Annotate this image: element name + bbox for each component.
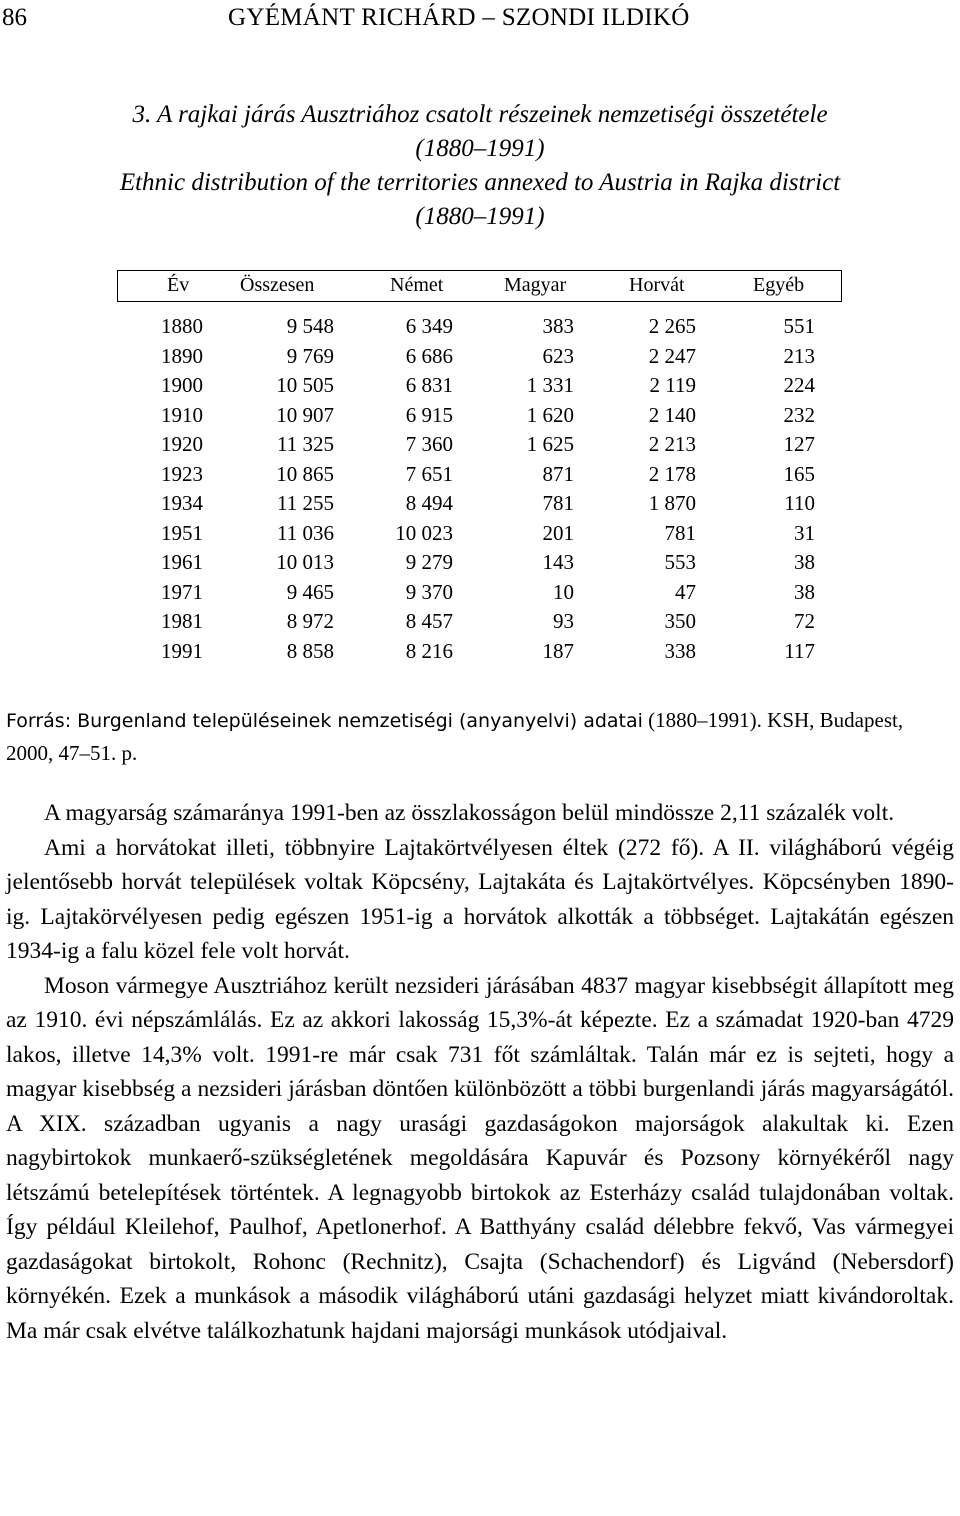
table-cell: 1910 <box>161 402 203 427</box>
table-cell: 1 870 <box>648 491 696 515</box>
table-row <box>0 580 960 609</box>
table-cell: 2 140 <box>648 402 696 427</box>
caption-line-en: Ethnic distribution of the territories annexed to Austria in Rajka district <box>119 169 841 196</box>
table-cell: 8 972 <box>286 609 334 633</box>
table-cell: 1920 <box>161 432 203 456</box>
table-cell: 10 013 <box>276 550 334 574</box>
table-cell: 1971 <box>161 579 203 604</box>
table-cell: 10 <box>553 579 574 604</box>
table-cell: 10 865 <box>276 461 334 486</box>
table-cell: 1923 <box>161 461 203 486</box>
table-row <box>0 521 960 550</box>
table-cell: 1 620 <box>526 402 574 427</box>
table-cell: 9 279 <box>405 550 453 574</box>
table-cell: 72 <box>794 609 815 633</box>
table-cell: 1890 <box>161 343 203 368</box>
source-text: (1880–1991). KSH, Budapest, 2000, 47–51. p. <box>6 708 904 765</box>
table-cell: 11 036 <box>277 520 334 545</box>
table-cell: 9 465 <box>286 579 334 604</box>
table-cell: 871 <box>542 461 574 486</box>
table-cell: 9 769 <box>286 343 334 368</box>
table-row <box>0 403 960 432</box>
table-cell: 11 255 <box>277 491 334 515</box>
table-row <box>0 462 960 491</box>
table-cell: 7 360 <box>405 432 453 456</box>
table-row <box>0 432 960 461</box>
table-cell: 143 <box>542 550 574 574</box>
table-cell: 93 <box>553 609 574 633</box>
table-cell: 38 <box>794 550 815 574</box>
table-row <box>0 314 960 343</box>
table-caption <box>0 98 960 234</box>
table-cell: 350 <box>664 609 696 633</box>
table-cell: 8 457 <box>405 609 453 633</box>
table-cell: 553 <box>664 550 696 574</box>
table-cell: 1 625 <box>526 432 574 456</box>
table-cell: 224 <box>783 373 815 397</box>
column-header-osszesen: Összesen <box>240 274 315 296</box>
table-cell: 623 <box>542 343 574 368</box>
table-cell: 110 <box>784 491 815 515</box>
table-cell: 1 331 <box>526 373 574 397</box>
table-cell: 1951 <box>161 520 203 545</box>
body-text <box>6 796 954 1348</box>
table-cell: 1981 <box>161 609 203 633</box>
table-cell: 127 <box>783 432 815 456</box>
caption-years-en: (1880–1991) <box>415 203 545 230</box>
table-cell: 6 349 <box>405 314 453 338</box>
table-cell: 8 494 <box>405 491 453 515</box>
table-cell: 6 831 <box>405 373 453 397</box>
table-row <box>0 491 960 520</box>
table-cell: 8 858 <box>286 638 334 663</box>
table-cell: 31 <box>794 520 815 545</box>
column-header-ev: Év <box>167 274 190 296</box>
table-cell: 6 686 <box>405 343 453 368</box>
table-cell: 11 325 <box>277 432 334 456</box>
table-cell: 1880 <box>161 314 203 338</box>
table-cell: 38 <box>794 579 815 604</box>
column-header-nemet: Német <box>390 274 444 296</box>
table-cell: 10 505 <box>276 373 334 397</box>
table-cell: 2 265 <box>648 314 696 338</box>
table-cell: 187 <box>542 638 574 663</box>
table-cell: 213 <box>783 343 815 368</box>
table-cell: 7 651 <box>405 461 453 486</box>
page-number: 86 <box>2 4 27 31</box>
table-cell: 201 <box>542 520 574 545</box>
running-title: GYÉMÁNT RICHÁRD – SZONDI ILDIKÓ <box>228 4 690 31</box>
table-cell: 383 <box>542 314 574 338</box>
source-note <box>6 704 954 769</box>
column-header-magyar: Magyar <box>504 274 567 296</box>
table-header <box>117 270 842 302</box>
table-cell: 8 216 <box>405 638 453 663</box>
table-cell: 1934 <box>161 491 203 515</box>
column-header-horvat: Horvát <box>629 274 685 296</box>
table-cell: 232 <box>783 402 815 427</box>
table-cell: 338 <box>664 638 696 663</box>
table-cell: 10 023 <box>395 520 453 545</box>
table-cell: 9 548 <box>286 314 334 338</box>
table-cell: 2 119 <box>649 373 696 397</box>
table-row <box>0 344 960 373</box>
table-cell: 2 213 <box>648 432 696 456</box>
table-cell: 781 <box>664 520 696 545</box>
paragraph: Moson vármegye Ausztriához került nezsideri járásában 4837 magyar kisebbségit állapított meg az 1910. évi népszámlálás. Ez az akkori lakosság 15,3%-át képezte. Ez a számadat 1920-ban 4729 lakos, illetve 14,3% volt. 1991-re már csak 731 főt számláltak. Talán már ez is sejteti, hogy a magyar kisebbség a nezsideri járásban döntően különbözött a többi burgenlandi járás magyarságától. A XIX. században ugyanis a nagy urasági gazdaságokon majorságok alakultak ki. Ezen nagybirtokok munkaerő-szükségletének megoldására Kapuvár és Pozsony környékéről nagy létszámú betelepítések történtek. A legnagyobb birtokok az Esterházy család tulajdonában voltak. Így például Kleilehof, Paulhof, Apetlonerhof. A Batthyány család délebbre fekvő, Vas vármegyei gazdaságokat birtokolt, Rohonc (Rechnitz), Csajta (Schachendorf) és Ligvánd (Nebersdorf) környékén. Ezek a munkások a második világháború utáni gazdasági helyzet miatt kivándoroltak. Ma már csak elvétve találkozhatunk hajdani majorsági munkások utódjaival. <box>6 972 954 1344</box>
caption-line-hu: 3. A rajkai járás Ausztriához csatolt részeinek nemzetiségi összetétele <box>132 101 828 128</box>
source-label: Forrás: Burgenland településeinek nemzetiségi (anyanyelvi) adatai <box>6 710 643 732</box>
table-cell: 2 178 <box>648 461 696 486</box>
paragraph: Ami a horvátokat illeti, többnyire Lajtakörtvélyesen éltek (272 fő). A II. világháború végéig jelentősebb horvát települések voltak Köpcsény, Lajtakáta és Lajtakörtvélyes. Köpcsényben 1890-ig. Lajtakörvélyesen pedig egészen 1951-ig a horvátok alkották a többséget. Lajtakátán egészen 1934-ig a falu közel fele volt horvát. <box>6 834 954 964</box>
table-row <box>0 550 960 579</box>
paragraph: A magyarság számaránya 1991-ben az összlakosságon belül mindössze 2,11 százalék volt. <box>44 800 895 826</box>
table-cell: 165 <box>783 461 815 486</box>
table-row <box>0 639 960 668</box>
table-cell: 2 247 <box>648 343 696 368</box>
table-cell: 1900 <box>161 373 203 397</box>
table-cell: 9 370 <box>405 579 453 604</box>
table-cell: 551 <box>783 314 815 338</box>
running-head <box>0 4 960 38</box>
table-cell: 1991 <box>161 638 203 663</box>
table-cell: 117 <box>784 638 815 663</box>
table-row <box>0 609 960 638</box>
caption-years-hu: (1880–1991) <box>415 135 545 162</box>
column-header-egyeb: Egyéb <box>753 274 805 296</box>
table-cell: 781 <box>542 491 574 515</box>
table-cell: 1961 <box>161 550 203 574</box>
table-cell: 47 <box>675 579 696 604</box>
table-cell: 6 915 <box>405 402 453 427</box>
table-cell: 10 907 <box>276 402 334 427</box>
table-row <box>0 373 960 402</box>
